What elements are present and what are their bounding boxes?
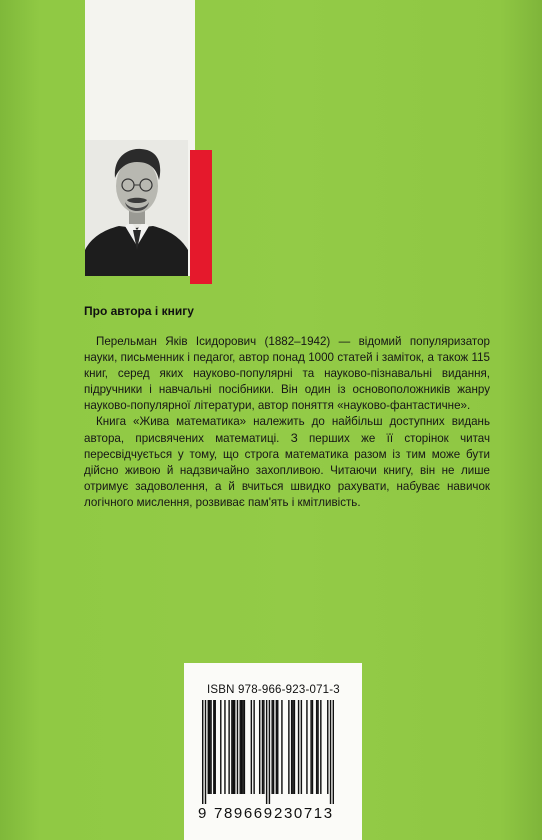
barcode-digits-left: 789669	[214, 805, 274, 822]
barcode-bar	[213, 700, 214, 794]
barcode-bar	[292, 700, 293, 794]
red-accent-bar	[190, 150, 212, 284]
barcode-bar	[237, 700, 238, 794]
barcode-bar	[276, 700, 277, 794]
barcode-bar	[231, 700, 232, 794]
barcode-bar	[298, 700, 299, 794]
barcode-bar	[333, 700, 334, 804]
barcode-bar	[251, 700, 252, 794]
barcode-bar	[266, 700, 267, 804]
barcode-bar	[241, 700, 242, 794]
barcode-bar	[240, 700, 241, 794]
barcode-bar	[259, 700, 260, 794]
barcode-bar	[330, 700, 331, 804]
barcode-icon	[202, 700, 334, 804]
barcode-bar	[202, 700, 203, 804]
barcode-bar	[244, 700, 245, 794]
barcode-bar	[253, 700, 254, 794]
barcode-bar	[224, 700, 225, 794]
barcode-bar	[273, 700, 274, 794]
barcode-bar	[262, 700, 263, 794]
paragraph-author: Перельман Яків Ісидорович (1882–1942) — відомий популяризатор науки, письменник і педагог, автор понад 1000 статей і заміток, а також 115 книг, серед яких науково-популярні та науково-пізнавальні видання, підручники і навчальні посібники. Він один із основоположників жанру науково-популярної літератури, автор поняття «науково-фантастичне».	[84, 335, 490, 413]
barcode-bar	[233, 700, 234, 794]
barcode-bar	[317, 700, 318, 794]
barcode-bar	[288, 700, 289, 794]
section-heading: Про автора і книгу	[84, 304, 194, 318]
barcode-bar	[209, 700, 210, 794]
barcode-bar	[281, 700, 282, 794]
barcode-digits-right: 230713	[274, 805, 334, 822]
barcode-bar	[234, 700, 235, 794]
barcode-bar	[291, 700, 292, 794]
barcode-bar	[301, 700, 302, 794]
barcode-bar	[242, 700, 243, 794]
author-description	[84, 334, 490, 511]
barcode-bar	[320, 700, 321, 794]
barcode-bar	[310, 700, 311, 794]
barcode-bar	[228, 700, 229, 794]
barcode-bar	[312, 700, 313, 794]
barcode-bar	[277, 700, 278, 794]
paragraph-book: Книга «Жива математика» належить до найбільш доступних видань автора, присвячених математиці. З перших же її сторінок читач пересвідчується у тому, що строга математика разом із тим може бути дійсно живою й надзвичайно захопливою. Читаючи книгу, він не лише отримує задоволення, а й вчиться швидко рахувати, набуває навичок логічного мислення, розвиває пам'ять і кмітливість.	[84, 415, 490, 509]
barcode-bar	[269, 700, 270, 804]
author-portrait	[85, 140, 188, 276]
barcode-bar	[210, 700, 211, 794]
barcode-bar	[208, 700, 209, 794]
barcode-bar	[220, 700, 221, 794]
barcode-bar	[215, 700, 216, 794]
barcode-bar	[316, 700, 317, 794]
barcode-bar	[327, 700, 328, 794]
barcode-bar	[271, 700, 272, 794]
barcode-bar	[306, 700, 307, 794]
isbn-text: ISBN 978-966-923-071-3	[207, 684, 340, 696]
barcode-digit-first: 9	[198, 805, 207, 822]
barcode-bar	[263, 700, 264, 794]
barcode-bar	[205, 700, 206, 804]
barcode-bar	[294, 700, 295, 794]
